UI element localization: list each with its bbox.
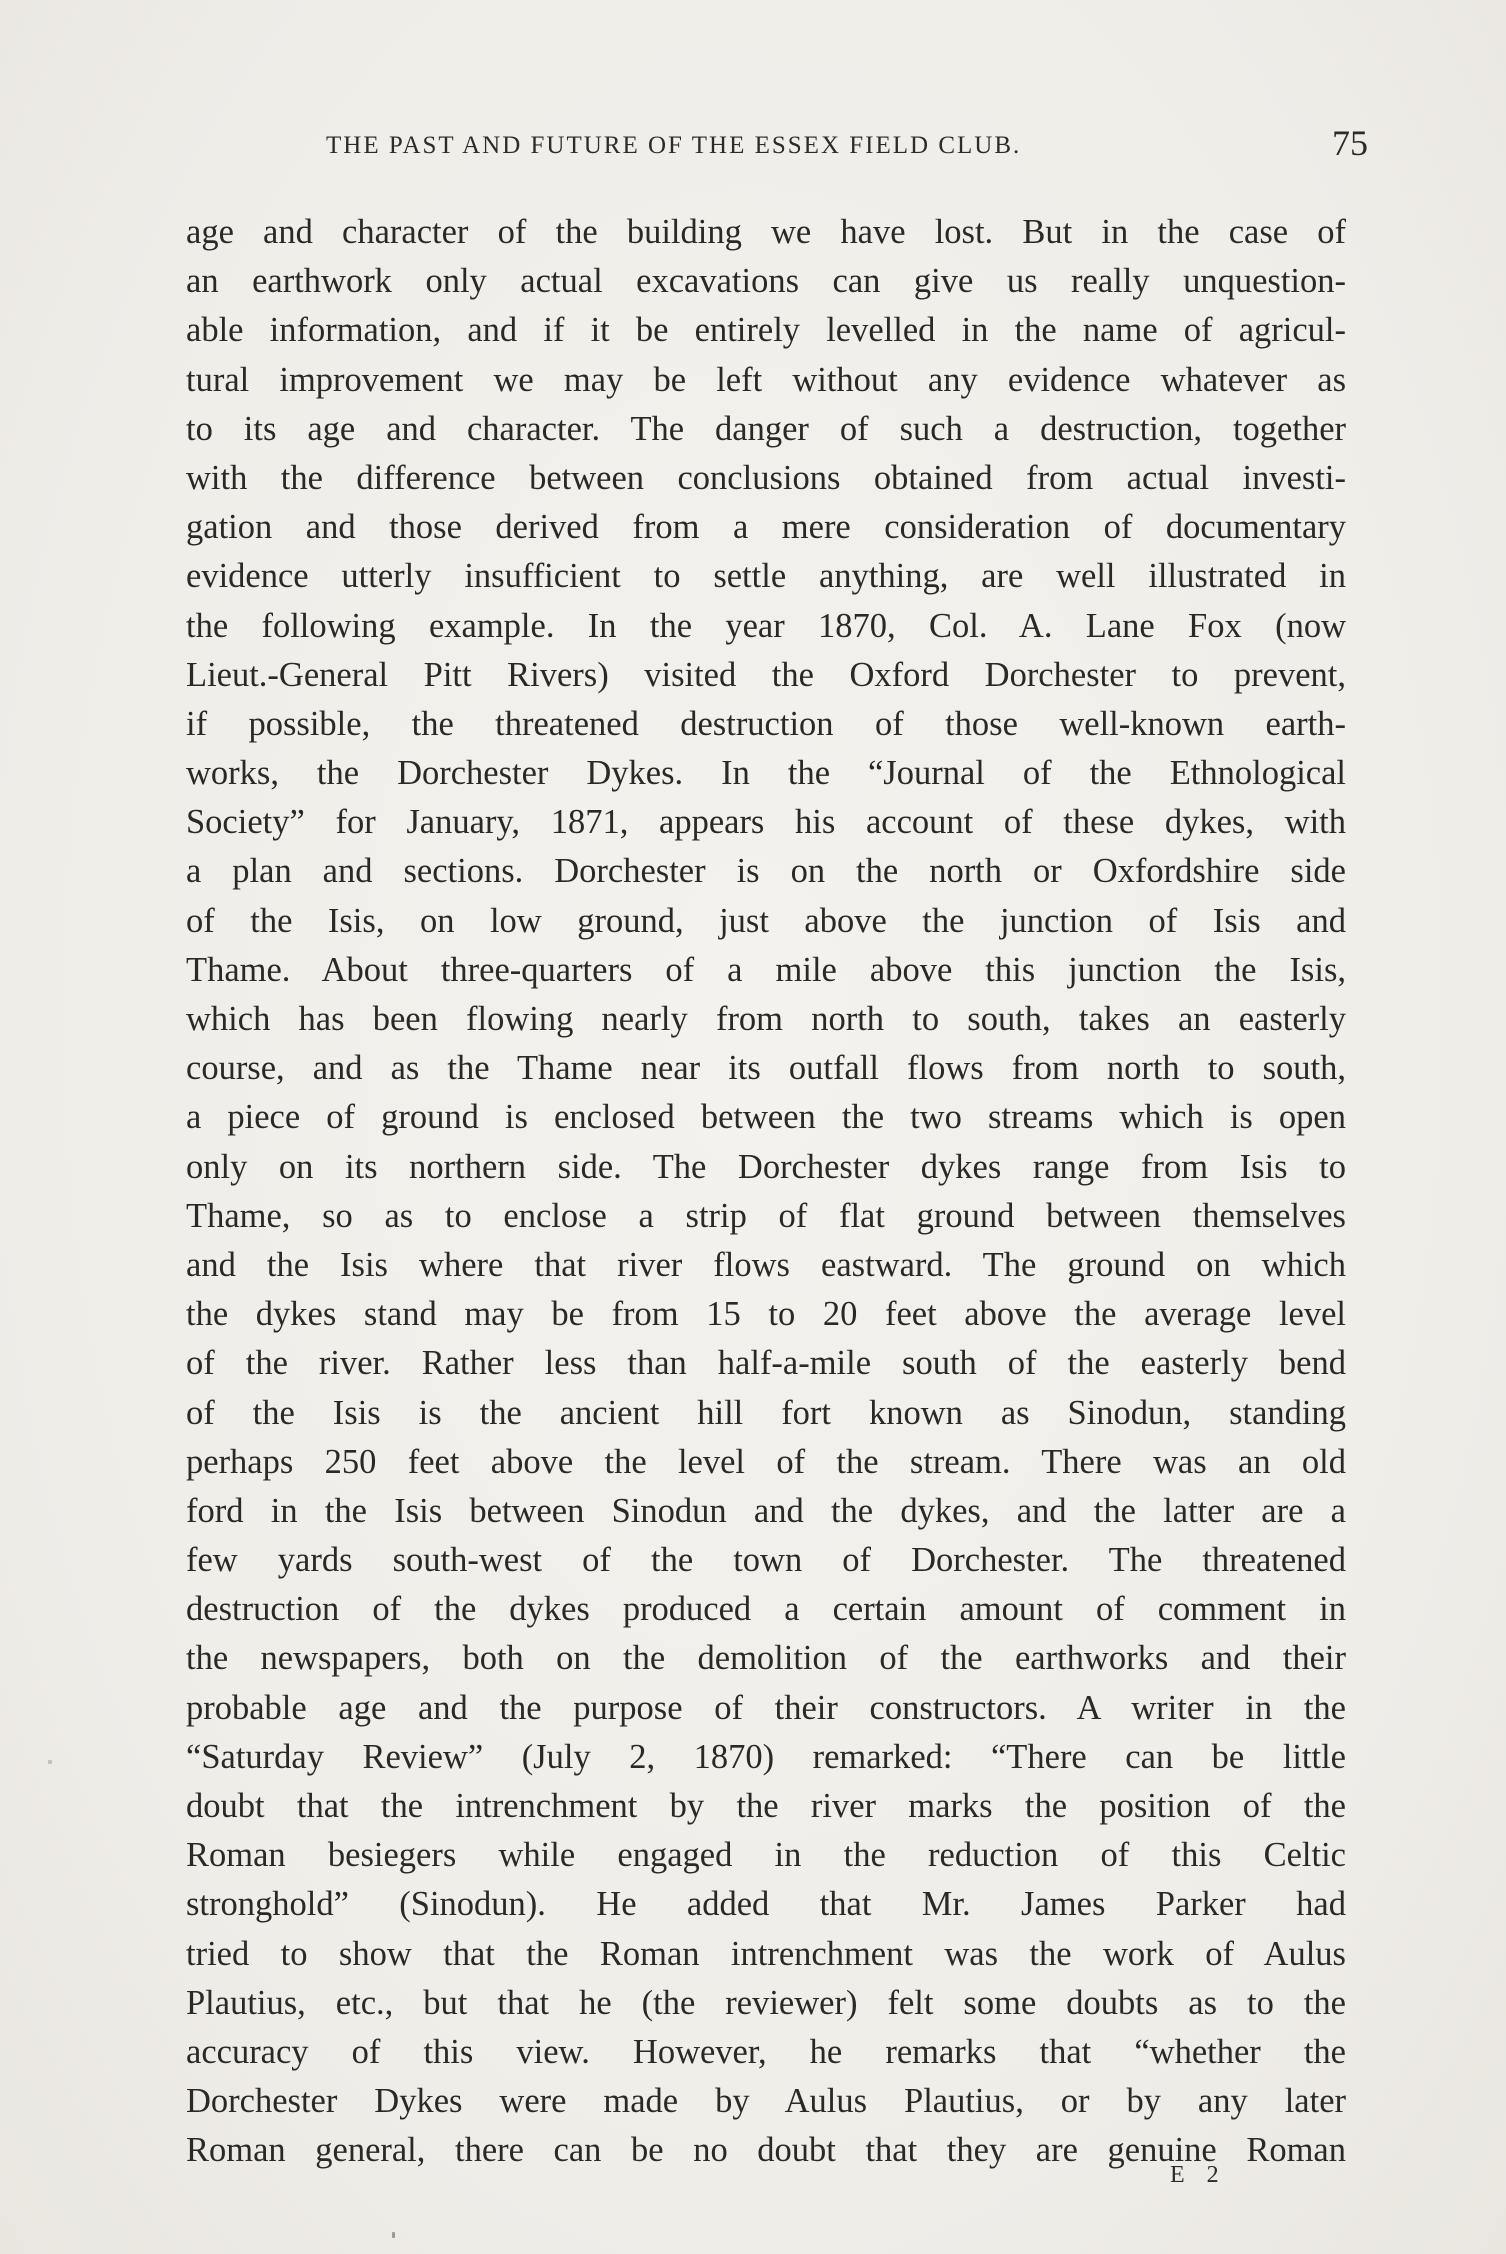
text-line: tural improvement we may be left without any evidence whatever as [186, 360, 1346, 399]
text-line: a piece of ground is enclosed between the two streams which is open [186, 1098, 1346, 1137]
text-line: age and character of the building we have lost. But in the case of [186, 213, 1346, 251]
text-line: course, and as the Thame near its outfall flows from north to south, [186, 1049, 1346, 1088]
text-line: evidence utterly insufficient to settle anything, are well illustrated in [186, 557, 1346, 596]
text-line: Thame. About three-quarters of a mile above this junction the Isis, [186, 950, 1346, 989]
text-line: the dykes stand may be from 15 to 20 feet above the average level [186, 1295, 1346, 1334]
text-line: Thame, so as to enclose a strip of flat ground between themselves [186, 1196, 1346, 1235]
running-head [186, 123, 1376, 178]
text-line: stronghold” (Sinodun). He added that Mr. James Parker had [186, 1885, 1346, 1924]
text-line: ford in the Isis between Sinodun and the dykes, and the latter are a [186, 1491, 1346, 1530]
running-head-title: THE PAST AND FUTURE OF THE ESSEX FIELD CLUB. [326, 132, 1022, 159]
text-line: Roman general, there can be no doubt that they are genuine Roman [186, 2131, 1346, 2170]
text-line: works, the Dorchester Dykes. In the “Journal of the Ethnological [186, 754, 1346, 793]
text-line: Roman besiegers while engaged in the reduction of this Celtic [186, 1836, 1346, 1875]
text-line: an earthwork only actual excavations can give us really unquestion- [186, 262, 1346, 301]
paper-speck [392, 2232, 395, 2238]
text-line: only on its northern side. The Dorchester dykes range from Isis to [186, 1147, 1346, 1186]
body-text [186, 208, 1346, 2176]
text-line: and the Isis where that river flows eastward. The ground on which [186, 1245, 1346, 1284]
text-line: perhaps 250 feet above the level of the stream. There was an old [186, 1442, 1346, 1481]
text-line: a plan and sections. Dorchester is on the north or Oxfordshire side [186, 852, 1346, 891]
text-line: of the Isis is the ancient hill fort known as Sinodun, standing [186, 1393, 1346, 1432]
paper-speck [48, 1760, 52, 1764]
text-line: which has been flowing nearly from north to south, takes an easterly [186, 1000, 1346, 1038]
text-line: to its age and character. The danger of such a destruction, together [186, 409, 1346, 448]
text-line: gation and those derived from a mere consideration of documentary [186, 508, 1346, 547]
text-line: probable age and the purpose of their constructors. A writer in the [186, 1688, 1346, 1727]
text-line: few yards south-west of the town of Dorchester. The threatened [186, 1541, 1346, 1580]
text-line: tried to show that the Roman intrenchment was the work of Aulus [186, 1934, 1346, 1973]
text-line: destruction of the dykes produced a certain amount of comment in [186, 1590, 1346, 1629]
text-line: Society” for January, 1871, appears his account of these dykes, with [186, 803, 1346, 842]
text-line: with the difference between conclusions obtained from actual investi- [186, 458, 1346, 497]
text-line: Lieut.-General Pitt Rivers) visited the Oxford Dorchester to prevent, [186, 655, 1346, 694]
text-line: of the Isis, on low ground, just above the junction of Isis and [186, 901, 1346, 940]
text-line: the newspapers, both on the demolition of the earthworks and their [186, 1639, 1346, 1678]
text-line: doubt that the intrenchment by the river marks the position of the [186, 1787, 1346, 1825]
text-line: if possible, the threatened destruction of those well-known earth- [186, 704, 1346, 743]
page-number: 75 [1332, 123, 1368, 163]
text-line: of the river. Rather less than half-a-mile south of the easterly bend [186, 1344, 1346, 1383]
signature-mark: E 2 [1170, 2162, 1227, 2188]
text-line: able information, and if it be entirely levelled in the name of agricul- [186, 311, 1346, 350]
text-line: “Saturday Review” (July 2, 1870) remarked: “There can be little [186, 1737, 1346, 1776]
text-line: Dorchester Dykes were made by Aulus Plautius, or by any later [186, 2082, 1346, 2121]
text-line: Plautius, etc., but that he (the reviewer) felt some doubts as to the [186, 1983, 1346, 2022]
text-line: the following example. In the year 1870, Col. A. Lane Fox (now [186, 606, 1346, 645]
text-line: accuracy of this view. However, he remarks that “whether the [186, 2032, 1346, 2071]
